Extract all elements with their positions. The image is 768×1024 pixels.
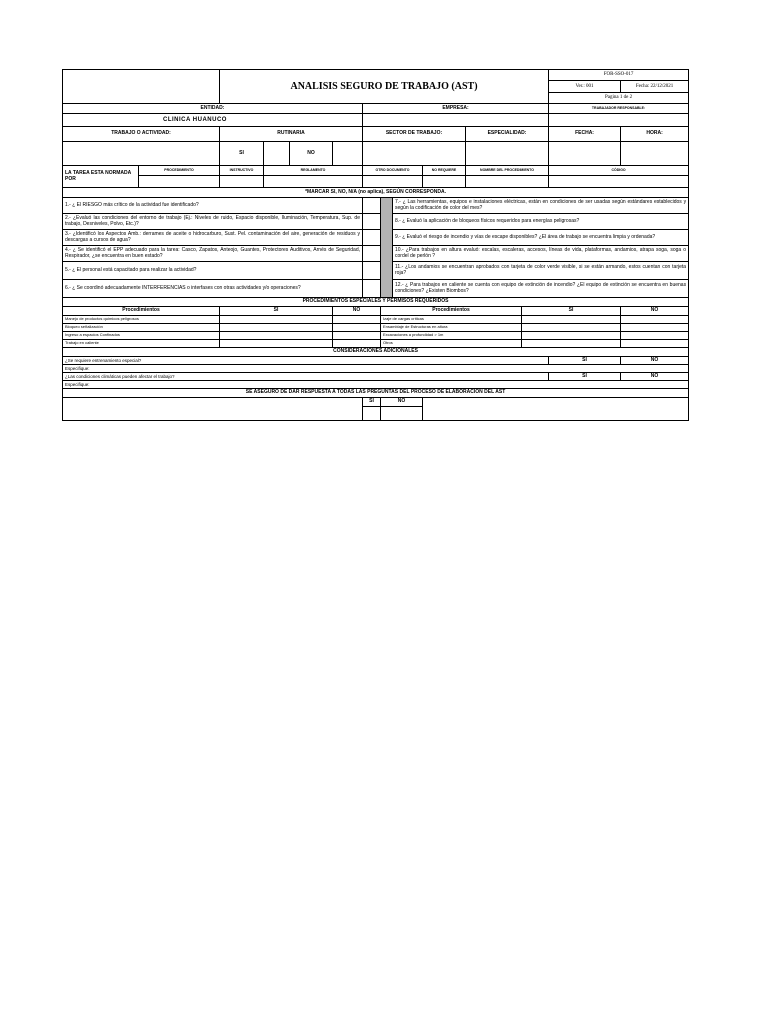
question-6: 6.- ¿ Se coordinó adecuadamente INTERFERENCIAS o interfases con otras actividades y/o operaciones? [63,280,363,298]
procedure-right-1-si[interactable] [522,316,621,324]
rutinaria-si-label: SI [220,142,264,166]
procedures-col-si-left: SI [220,307,333,316]
procedure-left-3-no[interactable] [333,332,381,340]
consideration-q2-no[interactable]: NO [621,373,689,381]
procedures-title: PROCEDIMIENTOS ESPECIALES Y PERMISOS REQUERIDOS [63,298,689,307]
procedure-right-3-no[interactable] [621,332,689,340]
normada-procedimiento-box[interactable] [139,176,220,188]
procedure-left-2-no[interactable] [333,324,381,332]
normada-col-nombre: NOMBRE DEL PROCEDIMIENTO [466,166,549,176]
procedures-col-no-right: NO [621,307,689,316]
procedure-left-1-no[interactable] [333,316,381,324]
normada-col-codigo: CÓDIGO [549,166,689,176]
consideration-q2-si[interactable]: SI [549,373,621,381]
form-code: FOR-SSO-017 [549,70,689,81]
question-5: 5.- ¿ El personal está capacitado para realizar la actividad? [63,262,363,280]
normada-col-no-requiere: NO REQUIERE [423,166,466,176]
normada-col-procedimiento: PROCEDIMIENTO [139,166,220,176]
entidad-field[interactable]: CLINICA HUANUCO [63,114,363,127]
empresa-label: EMPRESA: [363,104,549,114]
rutinaria-no-box[interactable] [333,142,363,166]
rutinaria-label: RUTINARIA [220,127,363,142]
normada-instructivo-box[interactable] [220,176,264,188]
form-date: Fecha: 22/12/2021 [621,81,689,93]
procedure-left-1-si[interactable] [220,316,333,324]
question-11: 11.- ¿Los andamios se encuentran aprobados con tarjeta de color verde visible, si se están armando, estos cuentan con tarjeta roja? [393,262,689,280]
procedure-left-2: Bloqueo señalización [63,324,220,332]
procedure-right-4: Otros [381,340,522,348]
procedure-right-3-si[interactable] [522,332,621,340]
sector-label: SECTOR DE TRABAJO: [363,127,466,142]
procedures-col-right: Procedimientos [381,307,522,316]
ast-form [62,69,688,421]
answer-5[interactable] [363,262,381,280]
question-1: 1.- ¿ El RIESGO más crítico de la actividad fue identificado? [63,198,363,214]
question-3: 3.- ¿Identificó los Aspectos Amb.: derrames de aceite o hidrocarburo, Sust. Pel. contaminación del aire, generación de residuos y descargas a cursos de agua? [63,230,363,246]
normada-col-otro: OTRO DOCUMENTO [363,166,423,176]
procedure-left-3: Ingreso a espacios Confinados [63,332,220,340]
answer-4[interactable] [363,246,381,262]
question-7: 7.- ¿ Las herramientas, equipos e instalaciones eléctricas, están en condiciones de ser usadas según estándares establecidos y según la codificación de color del mes? [393,198,689,214]
procedures-col-left: Procedimientos [63,307,220,316]
procedure-right-1: Izaje de cargas críticas [381,316,522,324]
procedure-right-4-si[interactable] [522,340,621,348]
normada-label: LA TAREA ESTA NORMADA POR [63,166,139,188]
considerations-title: CONSIDERACIONES ADICIONALES [63,348,689,357]
consideration-q1-no[interactable]: NO [621,357,689,365]
final-si-box[interactable] [363,407,381,421]
procedure-right-2: Ensamblaje de Estructuras en altura [381,324,522,332]
page-title: ANALISIS SEGURO DE TRABAJO (AST) [220,70,549,104]
normada-codigo-field[interactable] [549,176,689,188]
especialidad-label: ESPECIALIDAD: [466,127,549,142]
procedure-right-2-no[interactable] [621,324,689,332]
procedures-col-no-left: NO [333,307,381,316]
normada-otro-box[interactable] [363,176,423,188]
especialidad-field[interactable] [466,142,549,166]
ast-table [62,69,689,421]
logo-box [63,70,220,104]
form-version: Ver.: 001 [549,81,621,93]
question-2: 2.- ¿Evaluó las condiciones del entorno de trabajo (Ej.: Niveles de ruido, Espacio disponible, Iluminación, Temperatura, Sup. de trabajo, Desniveles, Polvo, Etc.)? [63,214,363,230]
empresa-field[interactable] [363,114,549,127]
procedure-left-1: Manejo de productos químicos peligrosos [63,316,220,324]
question-4: 4.- ¿ Se identificó el EPP adecuado para la tarea: Casco, Zapatos, Anteojo, Guantes, Protectores Auditivos, Arnés de Seguridad, Respirador, ¿se encuentra en buen estado? [63,246,363,262]
procedure-left-3-si[interactable] [220,332,333,340]
trabajo-label: TRABAJO O ACTIVIDAD: [63,127,220,142]
consideration-q2-specify[interactable]: Especifique: [63,381,689,389]
rutinaria-si-box[interactable] [264,142,290,166]
normada-no-requiere-box[interactable] [423,176,466,188]
entidad-label: ENTIDAD: [63,104,363,114]
answer-2[interactable] [363,214,381,230]
final-right-space-2 [423,407,689,421]
procedure-left-4-no[interactable] [333,340,381,348]
procedure-right-1-no[interactable] [621,316,689,324]
normada-reglamento-box[interactable] [264,176,363,188]
sector-field[interactable] [363,142,466,166]
question-9: 9.- ¿ Evaluó el riesgo de incendio y vías de escape disponibles? ¿El área de trabajo se encuentra limpia y ordenada? [393,230,689,246]
hora-label: HORA: [621,127,689,142]
procedure-left-2-si[interactable] [220,324,333,332]
procedures-col-si-right: SI [522,307,621,316]
final-right-space [423,398,689,407]
final-title: SE ASEGURÓ DE DAR RESPUESTA A TODAS LAS PREGUNTAS DEL PROCESO DE ELABORACIÓN DEL AST [63,389,689,398]
trabajo-field[interactable] [63,142,220,166]
final-left-space [63,398,363,407]
question-8: 8.- ¿ Evaluó la aplicación de bloqueos físicos requeridos para energías peligrosas? [393,214,689,230]
fecha-field[interactable] [549,142,621,166]
answer-1[interactable] [363,198,381,214]
responsable-label: TRABAJADOR RESPONSABLE: [549,104,689,114]
fecha-label: FECHA: [549,127,621,142]
separator-column [381,198,393,298]
consideration-q2: ¿Las condiciones climáticas pueden afectar el trabajo? [63,373,549,381]
answer-6[interactable] [363,280,381,298]
procedure-right-3: Excavaciones a profundidad > 1m [381,332,522,340]
final-left-space-2 [63,407,363,421]
final-no-box[interactable] [381,407,423,421]
consideration-q1-specify[interactable]: Especifique: [63,365,689,373]
hora-field[interactable] [621,142,689,166]
marking-instruction: *MARCAR SI, NO, N/A (no aplica), SEGÚN CORRESPONDA. [63,188,689,198]
procedure-left-4-si[interactable] [220,340,333,348]
consideration-q1: ¿Se requiere entrenamiento especial? [63,357,549,365]
procedure-left-4: Trabajo en caliente [63,340,220,348]
responsable-field[interactable] [549,114,689,127]
consideration-q1-si[interactable]: SI [549,357,621,365]
final-no-label: NO [381,398,423,407]
page-number: Pagina 1 de 2 [549,93,689,104]
normada-nombre-field[interactable] [466,176,549,188]
procedure-right-2-si[interactable] [522,324,621,332]
question-12: 12.- ¿ Para trabajos en caliente se cuenta con equipo de extinción de incendio? ¿El equipo de extinción se encuentra en buenas condiciones? ¿Existen Biombos? [393,280,689,298]
final-si-label: SI [363,398,381,407]
procedure-right-4-no[interactable] [621,340,689,348]
question-10: 10.- ¿Para trabajos en altura evaluó: escalas, escaleras, accesos, líneas de vida, plataformas, andamios, atrapa soga, soga o cordel de perlón ? [393,246,689,262]
normada-col-reglamento: REGLAMENTO [264,166,363,176]
rutinaria-no-label: NO [290,142,333,166]
answer-3[interactable] [363,230,381,246]
normada-col-instructivo: INSTRUCTIVO [220,166,264,176]
